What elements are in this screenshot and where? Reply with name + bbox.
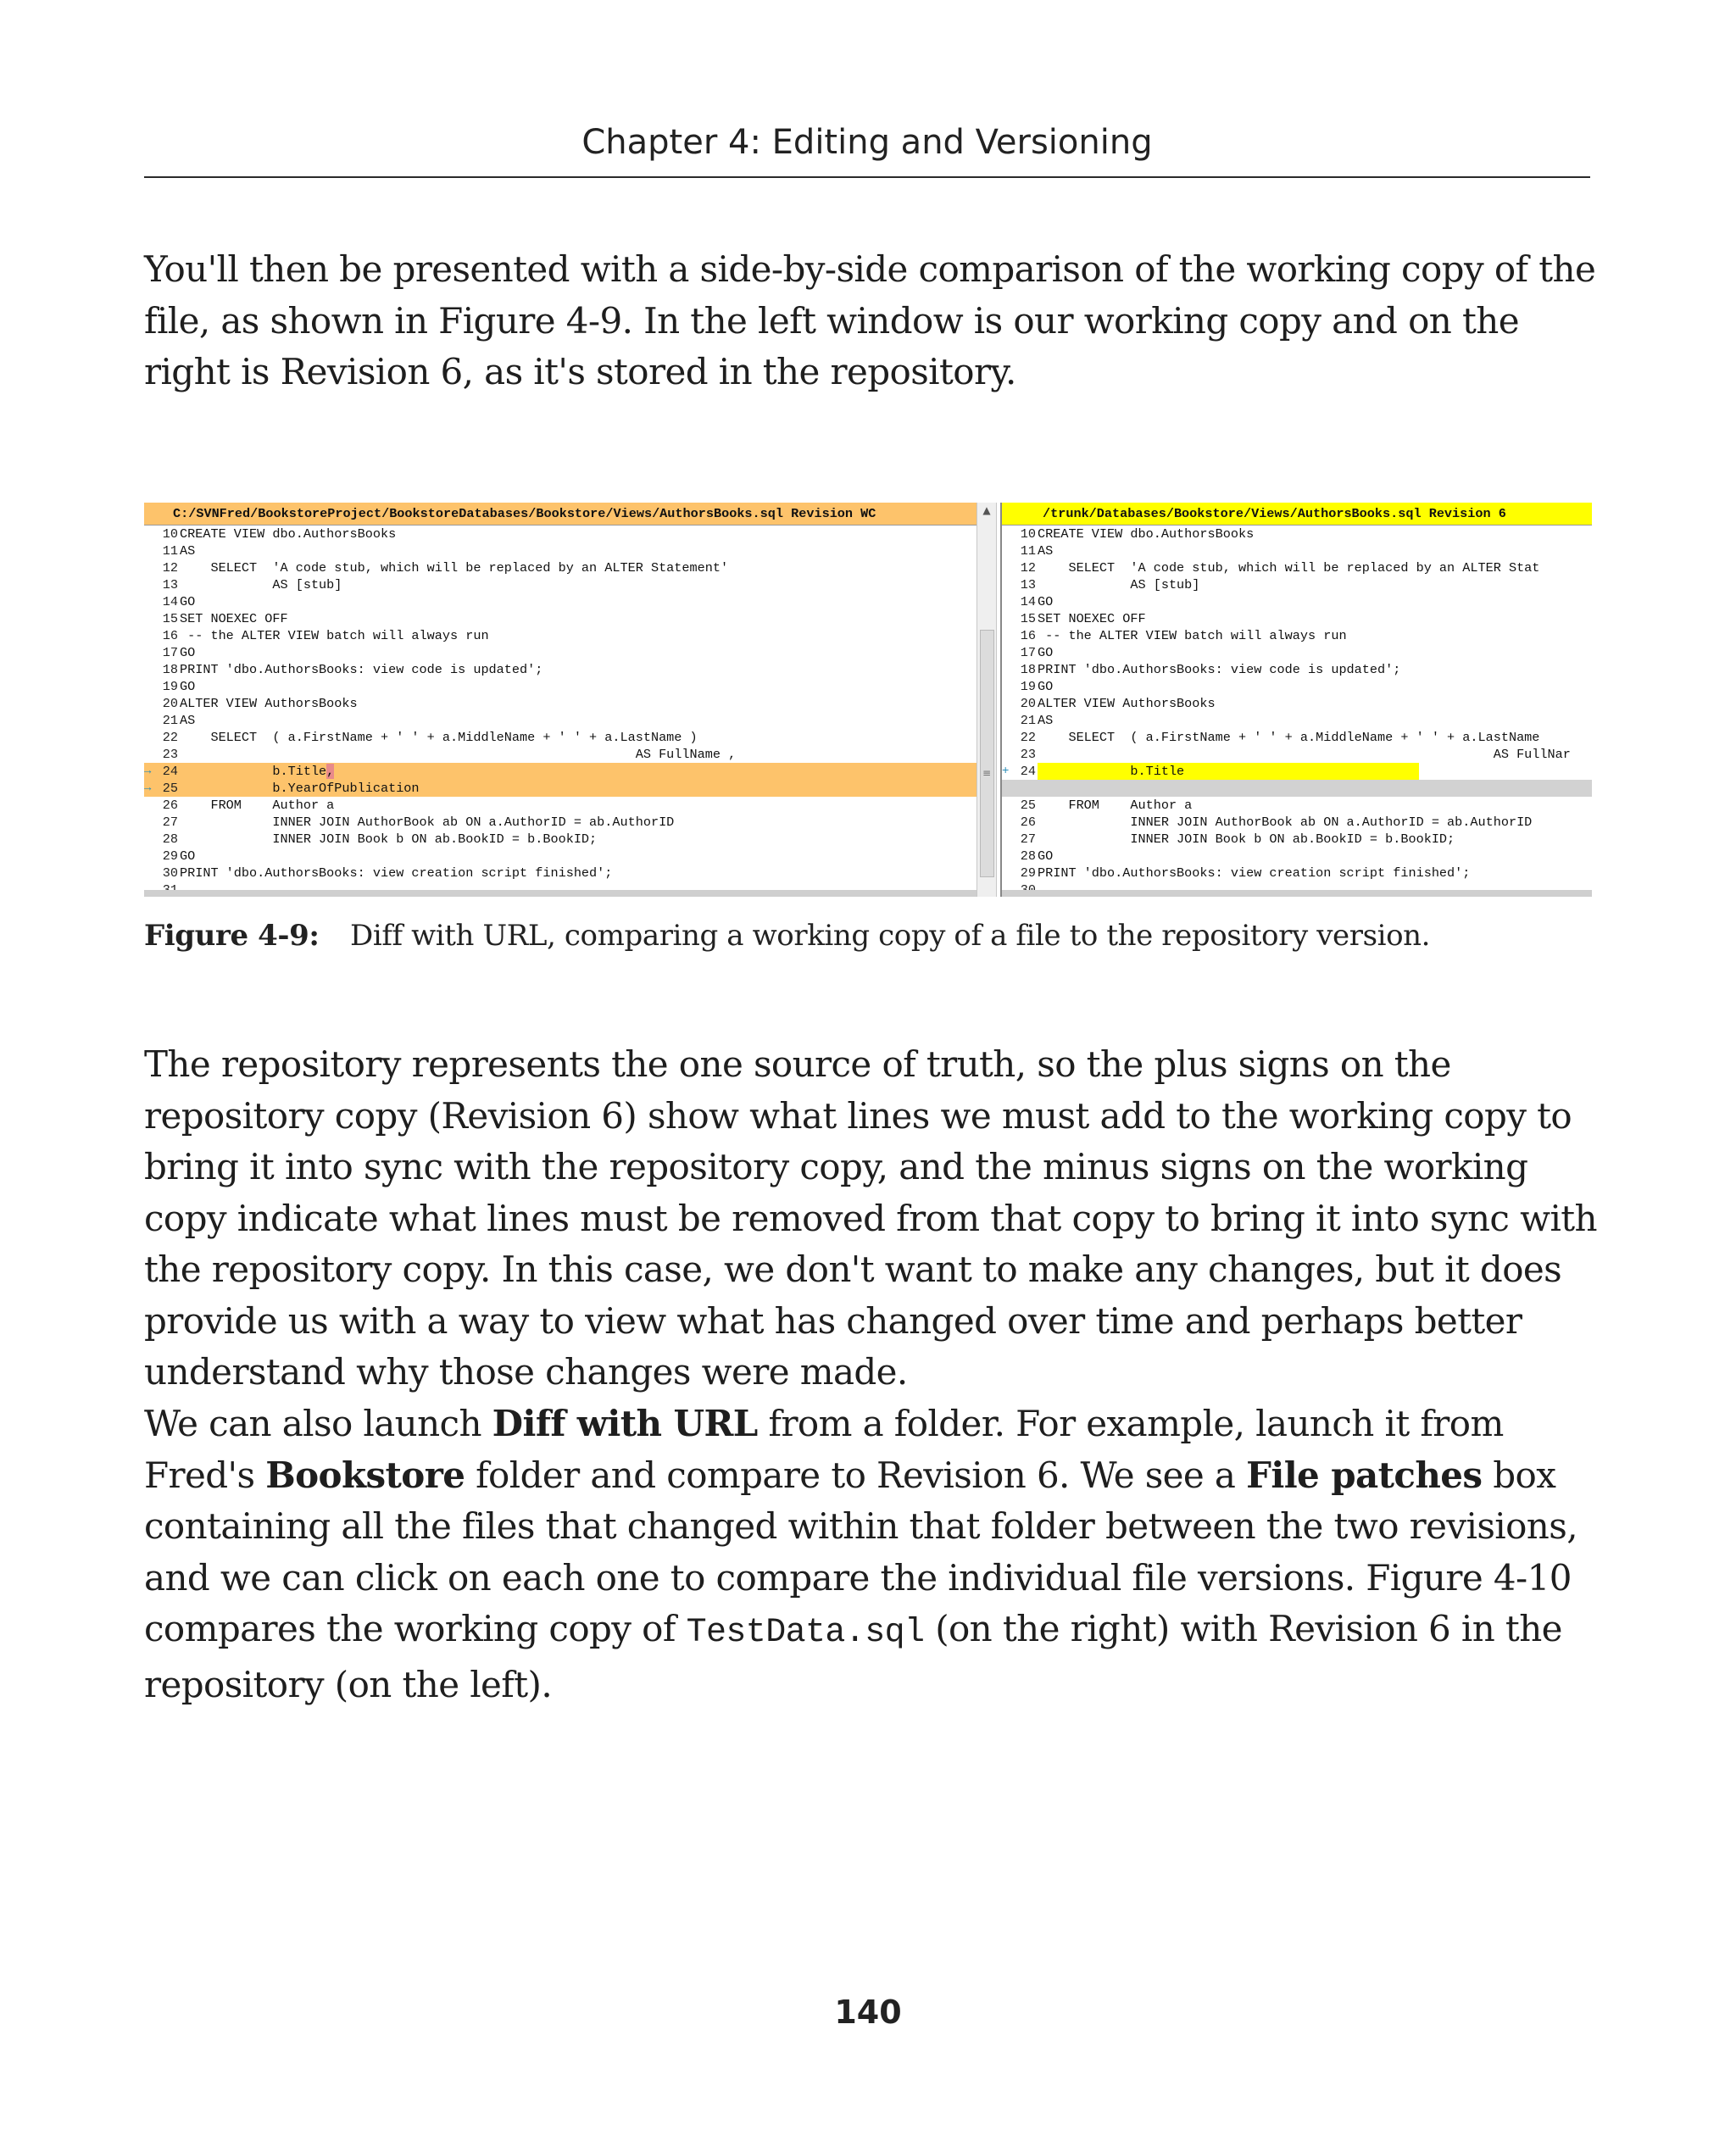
text-run: box containing all the files that changed within that folder between the two revisions, and we can click on each one to compare the individual file versions. Figure 4-10 compares the working copy of xyxy=(144,1454,1577,1649)
repository-code xyxy=(1002,526,1592,897)
code-text: INNER JOIN AuthorBook ab ON a.AuthorID = ab.AuthorID xyxy=(1038,815,1533,830)
code-text: GO xyxy=(1038,848,1054,864)
code-line xyxy=(144,797,976,814)
paragraph-intro: You'll then be presented with a side-by-side comparison of the working copy of the file, as shown in Figure 4-9. In the left window is our working copy and on the right is Revision 6, as it's stored in the repository. xyxy=(144,248,1596,392)
code-line xyxy=(1002,763,1592,780)
code-line xyxy=(1002,865,1592,881)
code-line xyxy=(144,610,976,627)
line-number: 19 xyxy=(162,679,178,694)
line-number: 15 xyxy=(1020,611,1036,626)
line-number: 12 xyxy=(162,560,178,576)
line-number: 13 xyxy=(162,577,178,592)
plus-icon: + xyxy=(1002,765,1010,778)
figure-label: Figure 4-9: xyxy=(144,919,320,953)
code-text: PRINT 'dbo.AuthorsBooks: view creation script finished'; xyxy=(1038,865,1471,881)
line-number: 24 xyxy=(162,764,178,779)
code-line xyxy=(144,780,976,797)
code-line xyxy=(144,559,976,576)
figure-caption-text: Diff with URL, comparing a working copy of a file to the repository version. xyxy=(350,919,1431,953)
line-number: 10 xyxy=(162,526,178,542)
line-number: 21 xyxy=(162,713,178,728)
code-line xyxy=(144,661,976,678)
code-line xyxy=(144,712,976,729)
code-text: CREATE VIEW dbo.AuthorsBooks xyxy=(1038,526,1255,542)
repository-pane[interactable] xyxy=(1002,503,1592,897)
code-line xyxy=(1002,526,1592,542)
code-text: CREATE VIEW dbo.AuthorsBooks xyxy=(180,526,397,542)
scroll-up-arrow-icon[interactable]: ▲ xyxy=(982,504,991,516)
code-text: AS FullNar xyxy=(1038,747,1571,762)
line-number: 17 xyxy=(162,645,178,660)
code-text: PRINT 'dbo.AuthorsBooks: view creation script finished'; xyxy=(180,865,613,881)
code-text: PRINT 'dbo.AuthorsBooks: view code is updated'; xyxy=(1038,662,1401,677)
code-text: INNER JOIN Book b ON ab.BookID = b.BookID; xyxy=(180,831,598,847)
code-line xyxy=(144,695,976,712)
code-text: INNER JOIN Book b ON ab.BookID = b.BookID; xyxy=(1038,831,1455,847)
line-number: 14 xyxy=(162,594,178,609)
code-line xyxy=(1002,644,1592,661)
line-number: 25 xyxy=(1020,798,1036,813)
line-number: 10 xyxy=(1020,526,1036,542)
line-number: 29 xyxy=(1020,865,1036,881)
code-text: AS xyxy=(180,543,196,559)
working-copy-title: C:/SVNFred/BookstoreProject/BookstoreDatabases/Bookstore/Views/AuthorsBooks.sql Revision WC xyxy=(144,503,976,526)
line-number: 12 xyxy=(1020,560,1036,576)
code-text: AS xyxy=(180,713,196,728)
code-text: GO xyxy=(1038,679,1054,694)
code-text: SELECT 'A code stub, which will be replaced by an ALTER Stat xyxy=(1038,560,1540,576)
code-text: GO xyxy=(180,679,196,694)
line-number: 25 xyxy=(162,781,178,796)
line-number: 11 xyxy=(1020,543,1036,559)
paragraph-diff-folder xyxy=(144,1399,1602,1710)
code-line xyxy=(144,746,976,763)
code-line xyxy=(144,831,976,848)
code-line xyxy=(144,526,976,542)
code-line xyxy=(1002,831,1592,848)
line-number: 23 xyxy=(1020,747,1036,762)
code-text: -- the ALTER VIEW batch will always run xyxy=(180,628,489,643)
figure-caption xyxy=(144,917,1430,954)
line-number: 22 xyxy=(162,730,178,745)
text-run: from a folder. For example, launch it from Fred's xyxy=(144,1403,1504,1496)
code-line xyxy=(1002,661,1592,678)
line-number: 27 xyxy=(1020,831,1036,847)
code-text: GO xyxy=(1038,594,1054,609)
line-number: 24 xyxy=(1020,764,1036,779)
line-number: 18 xyxy=(162,662,178,677)
code-filename: TestData.sql xyxy=(686,1614,925,1652)
code-text: AS [stub] xyxy=(1038,577,1200,592)
code-line xyxy=(1002,746,1592,763)
code-line xyxy=(1002,542,1592,559)
line-number: 20 xyxy=(162,696,178,711)
code-line xyxy=(1002,848,1592,865)
code-text: GO xyxy=(1038,645,1054,660)
line-number: 17 xyxy=(1020,645,1036,660)
minus-arrow-icon: → xyxy=(144,781,152,795)
diff-figure xyxy=(144,503,1592,897)
line-number: 28 xyxy=(162,831,178,847)
working-copy-code xyxy=(144,526,976,897)
code-text: SET NOEXEC OFF xyxy=(180,611,288,626)
line-number: 30 xyxy=(162,865,178,881)
code-text: AS [stub] xyxy=(180,577,342,592)
code-text: b.Title xyxy=(180,764,327,779)
text-run: (on the right) with Revision 6 in the repository (on the left). xyxy=(144,1608,1562,1705)
line-number: 20 xyxy=(1020,696,1036,711)
code-line xyxy=(144,763,976,780)
line-number: 26 xyxy=(162,798,178,813)
line-number: 15 xyxy=(162,611,178,626)
code-text: GO xyxy=(180,594,196,609)
code-text: FROM Author a xyxy=(180,798,335,813)
line-number: 13 xyxy=(1020,577,1036,592)
bold-term-diff-with-url: Diff with URL xyxy=(492,1403,758,1444)
code-text: -- the ALTER VIEW batch will always run xyxy=(1038,628,1347,643)
code-line xyxy=(144,848,976,865)
bold-term-bookstore: Bookstore xyxy=(265,1454,465,1496)
code-line xyxy=(1002,627,1592,644)
repository-title: /trunk/Databases/Bookstore/Views/AuthorsBooks.sql Revision 6 xyxy=(1002,503,1592,526)
working-copy-hscrollbar[interactable] xyxy=(144,890,976,897)
code-text: INNER JOIN AuthorBook ab ON a.AuthorID = ab.AuthorID xyxy=(180,815,675,830)
code-text: b.Title xyxy=(1038,763,1419,780)
code-text: SELECT ( a.FirstName + ' ' + a.MiddleName + ' ' + a.LastName ) xyxy=(180,730,698,745)
code-text: AS FullName , xyxy=(180,747,737,762)
line-number: 11 xyxy=(162,543,178,559)
scrollbar-thumb[interactable] xyxy=(980,630,994,877)
code-text: AS xyxy=(1038,543,1054,559)
bold-term-file-patches: File patches xyxy=(1246,1454,1483,1496)
page-number: 140 xyxy=(834,1994,902,2031)
code-line xyxy=(1002,610,1592,627)
code-text: GO xyxy=(180,645,196,660)
code-line xyxy=(144,865,976,881)
code-line xyxy=(144,576,976,593)
line-number: 23 xyxy=(162,747,178,762)
code-line xyxy=(144,542,976,559)
chapter-title: Chapter 4: Editing and Versioning xyxy=(581,123,1153,162)
minus-arrow-icon: → xyxy=(144,765,152,778)
code-text: PRINT 'dbo.AuthorsBooks: view code is updated'; xyxy=(180,662,543,677)
code-line xyxy=(1002,712,1592,729)
code-text: GO xyxy=(180,848,196,864)
code-text: AS xyxy=(1038,713,1054,728)
code-line xyxy=(1002,593,1592,610)
code-line xyxy=(144,729,976,746)
line-number: 16 xyxy=(1020,628,1036,643)
scrollbar-grip-icon: ≡ xyxy=(982,767,992,779)
code-line xyxy=(1002,814,1592,831)
code-line xyxy=(1002,678,1592,695)
line-number: 29 xyxy=(162,848,178,864)
working-copy-pane[interactable] xyxy=(144,503,976,897)
code-text: SELECT 'A code stub, which will be replaced by an ALTER Statement' xyxy=(180,560,729,576)
line-number: 28 xyxy=(1020,848,1036,864)
code-line xyxy=(1002,559,1592,576)
chapter-header xyxy=(144,110,1590,178)
code-line xyxy=(1002,729,1592,746)
code-text: FROM Author a xyxy=(1038,798,1193,813)
code-line xyxy=(1002,797,1592,814)
vertical-scrollbar[interactable] xyxy=(976,503,997,897)
code-text: SET NOEXEC OFF xyxy=(1038,611,1146,626)
code-line xyxy=(144,644,976,661)
line-number: 14 xyxy=(1020,594,1036,609)
code-text: ALTER VIEW AuthorsBooks xyxy=(180,696,358,711)
code-line xyxy=(1002,780,1592,797)
line-number: 18 xyxy=(1020,662,1036,677)
paragraph-source-of-truth: The repository represents the one source of truth, so the plus signs on the repository copy (Revision 6) show what lines we must add to the working copy to bring it into sync with the repository copy, and the minus signs on the working copy indicate what lines must be removed from that copy to bring it into sync with the repository copy. In this case, we don't want to make any changes, but it does provide us with a way to view what has changed over time and perhaps better understand why those changes were made. xyxy=(144,1043,1598,1393)
code-text: ALTER VIEW AuthorsBooks xyxy=(1038,696,1216,711)
line-number: 16 xyxy=(162,628,178,643)
code-line xyxy=(144,593,976,610)
line-number: 26 xyxy=(1020,815,1036,830)
code-line xyxy=(144,627,976,644)
line-number: 21 xyxy=(1020,713,1036,728)
code-line xyxy=(1002,576,1592,593)
line-number: 22 xyxy=(1020,730,1036,745)
code-line xyxy=(1002,695,1592,712)
code-line xyxy=(144,678,976,695)
line-number: 19 xyxy=(1020,679,1036,694)
line-number: 27 xyxy=(162,815,178,830)
text-run: We can also launch xyxy=(144,1403,492,1444)
code-text: SELECT ( a.FirstName + ' ' + a.MiddleName + ' ' + a.LastName xyxy=(1038,730,1540,745)
code-line xyxy=(144,814,976,831)
repository-hscrollbar[interactable] xyxy=(1002,890,1592,897)
text-run: folder and compare to Revision 6. We see a xyxy=(465,1454,1247,1496)
removed-char: , xyxy=(326,764,335,779)
code-text: b.YearOfPublication xyxy=(180,781,420,796)
